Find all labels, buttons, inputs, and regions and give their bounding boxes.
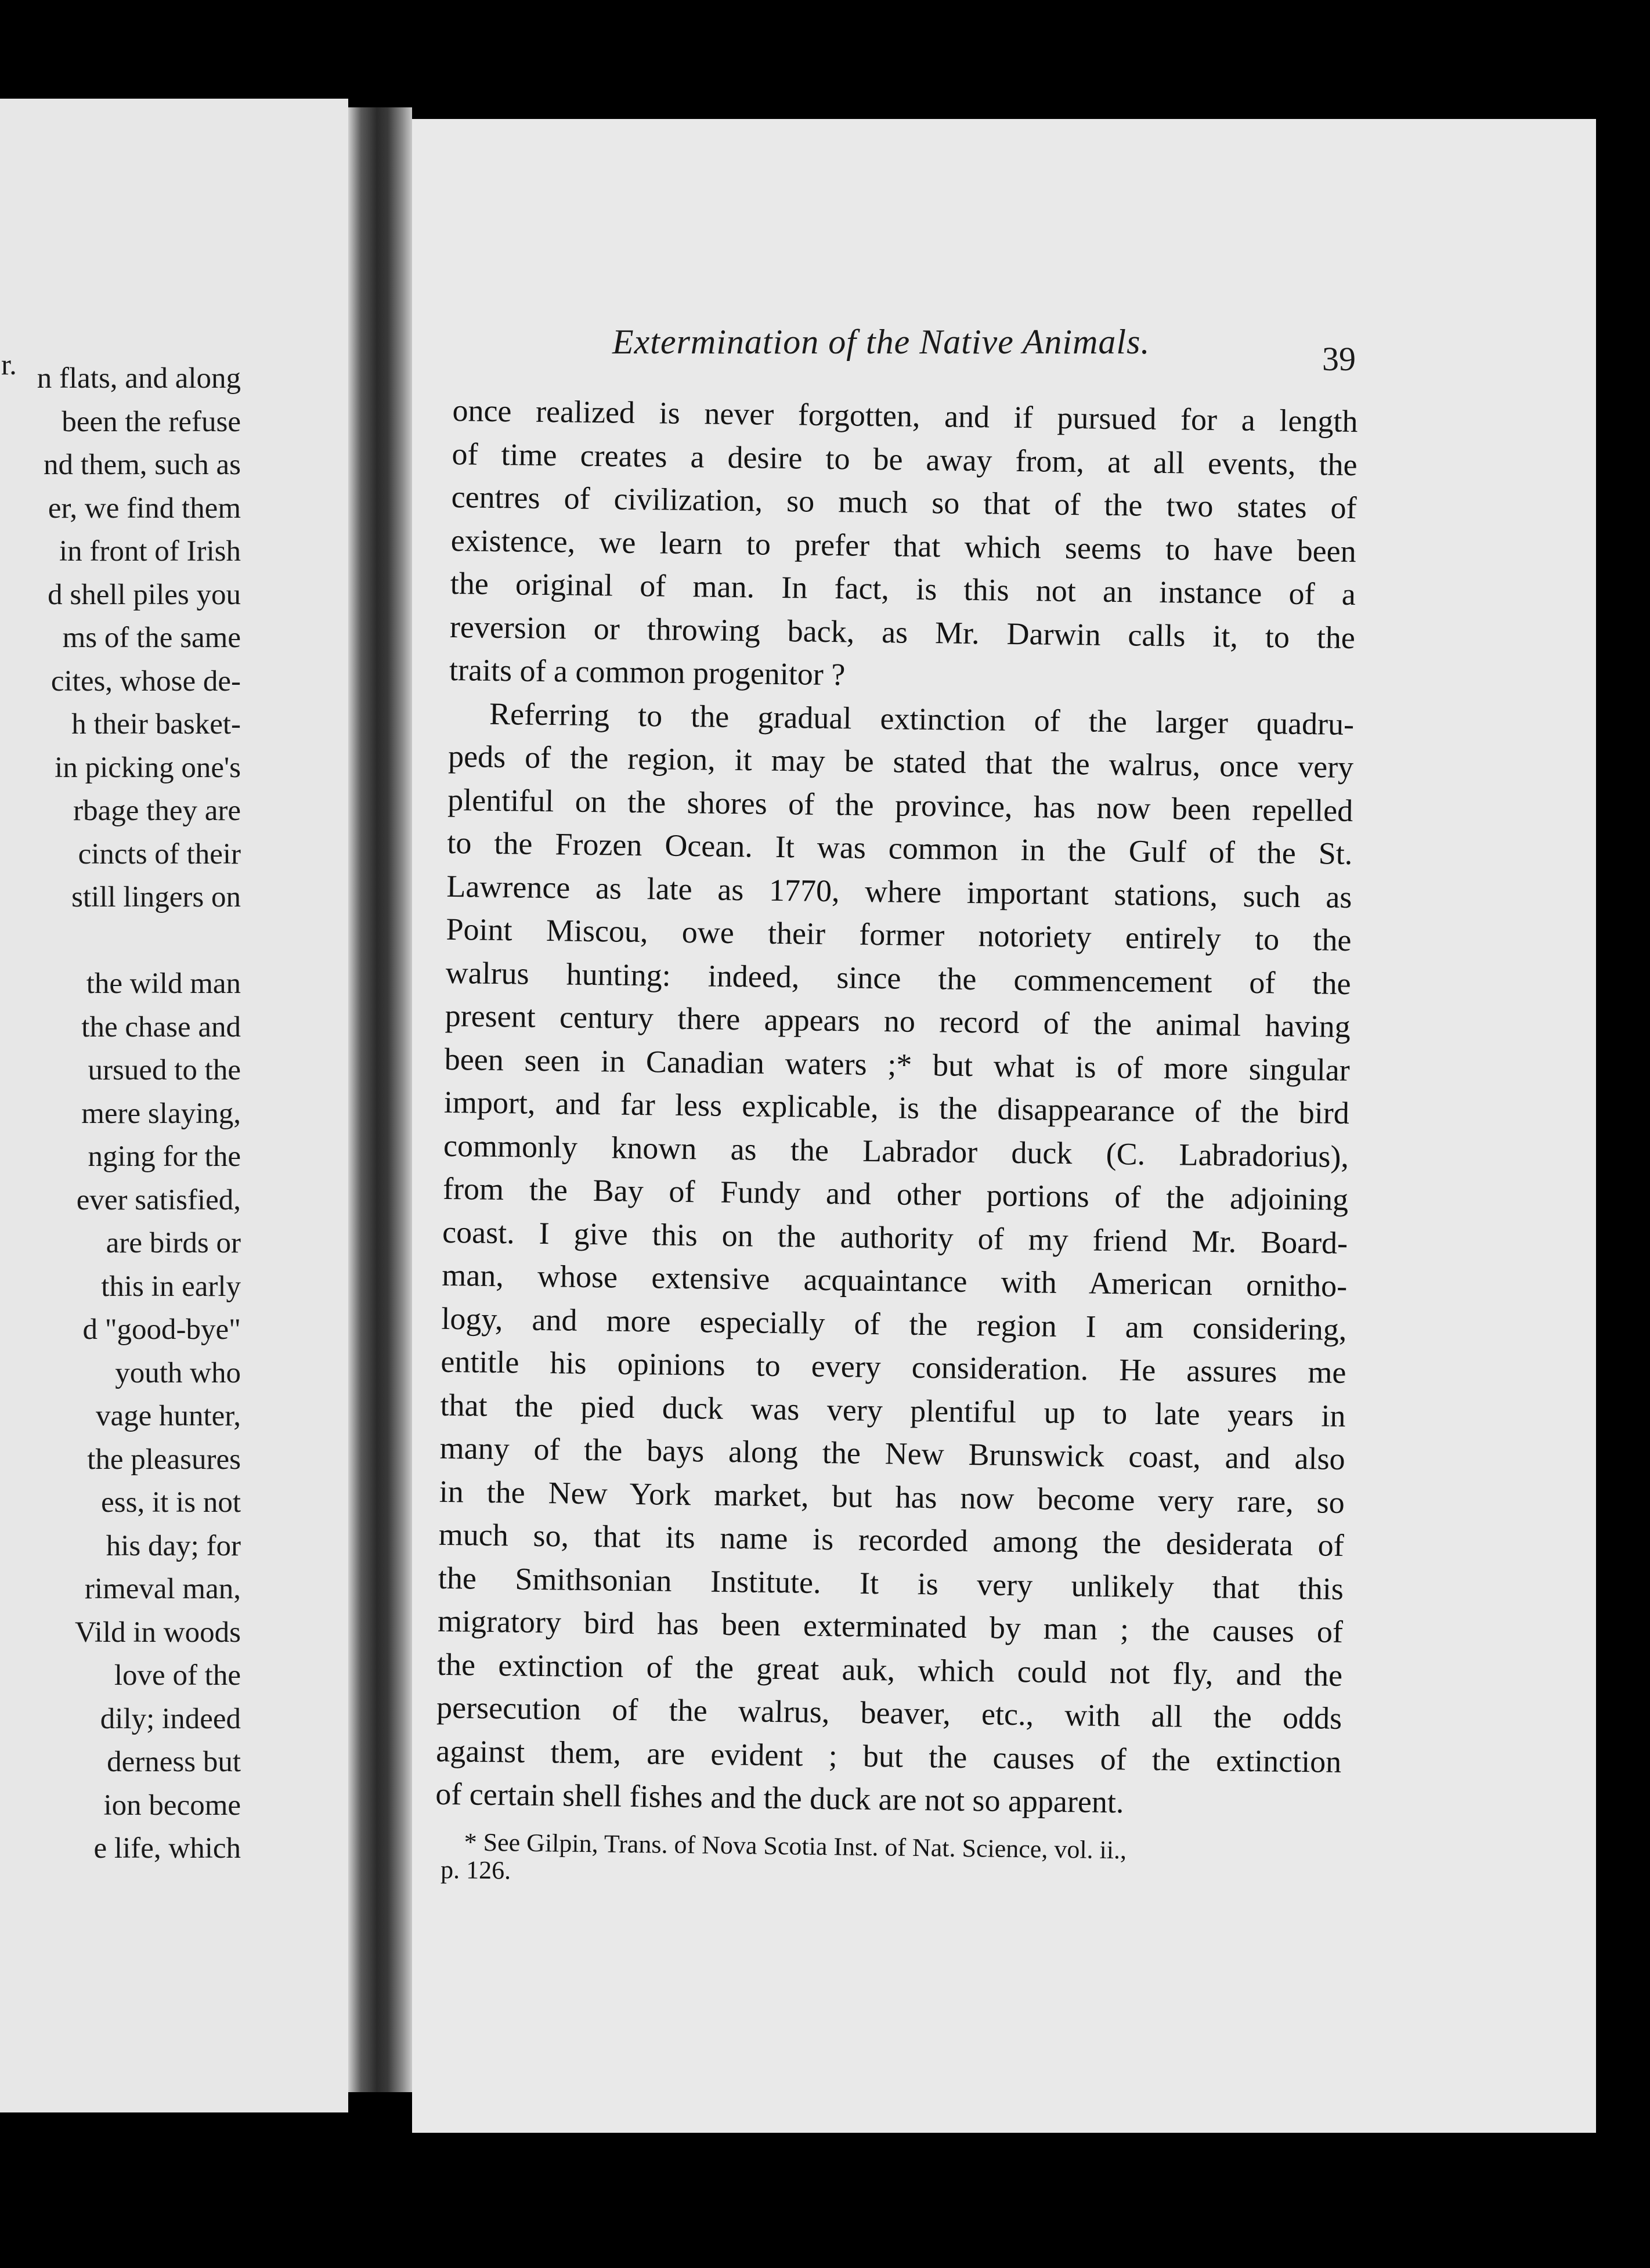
text-line: walrus hunting: indeed, since the commencement of the [445,955,1351,1001]
running-title: Extermination of the Native Animals. [612,323,1150,361]
text-line: coast. I give this on the authority of my friend Mr. Board- [442,1214,1348,1261]
left-line: love of the [114,1659,241,1692]
page-number: 39 [1322,340,1356,378]
text-line: that the pied duck was very plentiful up to late years in [440,1387,1346,1433]
text-line: much so, that its name is recorded among the desiderata of [438,1516,1345,1563]
left-line: n flats, and along [37,362,241,395]
text-line: against them, are evident ; but the causes of the extinction [435,1733,1342,1779]
text-line: from the Bay of Fundy and other portions of the adjoining [442,1171,1349,1217]
left-line: ion become [103,1789,241,1822]
left-line: derness but [107,1746,241,1778]
left-line: the wild man [86,967,241,1000]
text-line: logy, and more especially of the region I am considering, [441,1301,1347,1347]
left-page-text [0,357,348,1870]
left-line: rbage they are [73,794,241,827]
text-line: centres of civilization, so much so that of the two states of [451,479,1357,526]
body-text [435,389,1358,1826]
left-line: still lingers on [71,881,241,913]
left-line: d "good-bye" [82,1313,241,1346]
left-line [0,919,348,963]
left-line: his day; for [106,1529,241,1562]
text-line: entitle his opinions to every consideration. He assures me [441,1344,1346,1390]
text-line: present century there appears no record of the animal having [445,998,1351,1044]
left-line: in picking one's [55,751,241,784]
left-line: cites, whose de- [50,664,241,698]
left-line: e life, which [93,1832,241,1865]
text-line: existence, we learn to prefer that which seems to have been [450,522,1357,569]
left-line: ess, it is not [101,1486,241,1519]
left-line: Vild in woods [75,1616,241,1649]
footnote [441,1828,1346,1895]
text-line: Point Miscou, owe their former notoriety entirely to the [446,911,1352,958]
footnote-line: * See Gilpin, Trans. of Nova Scotia Inst. of Nat. Science, vol. ii., [464,1828,1127,1865]
text-line: peds of the region, it may be stated that the walrus, once very [447,738,1354,785]
text-line: the Smithsonian Institute. It is very unlikely that this [438,1560,1344,1606]
text-line: man, whose extensive acquaintance with American ornitho- [441,1257,1348,1303]
left-line: nd them, such as [44,449,241,481]
left-line: ever satisfied, [76,1183,241,1216]
text-line: reversion or throwing back, as Mr. Darwin calls it, to the [449,609,1356,655]
text-line: the original of man. In fact, is this not an instance of a [450,565,1356,612]
left-line: nging for the [88,1140,241,1173]
left-line: vage hunter, [95,1400,241,1432]
left-line: d shell piles you [48,578,241,611]
left-line: been the refuse [62,405,241,438]
text-line: traits of a common progenitor ? [449,652,846,692]
left-line: rimeval man, [84,1573,241,1605]
text-line: to the Frozen Ocean. It was common in the Gulf of the St. [447,825,1353,871]
text-line: the extinction of the great auk, which could not fly, and the [436,1646,1343,1693]
left-line: youth who [115,1356,241,1389]
left-line: in front of Irish [59,535,241,568]
left-line: mere slaying, [81,1097,241,1130]
text-line: been seen in Canadian waters ;* but what is of more singular [444,1041,1351,1088]
left-page-mark: r. [1,349,17,381]
text-line: persecution of the walrus, beaver, etc., with all the odds [436,1689,1342,1736]
left-line: ursued to the [88,1054,241,1086]
left-line: ms of the same [62,622,241,654]
left-line: dily; indeed [100,1702,241,1735]
text-line: of time creates a desire to be away from, at all events, the [452,436,1357,482]
text-line: once realized is never forgotten, and if pursued for a length [452,392,1358,439]
left-line: this in early [101,1270,241,1303]
book-gutter [348,107,412,2092]
left-line: cincts of their [78,837,241,871]
footnote-line: p. 126. [440,1855,511,1885]
left-line: are birds or [106,1227,241,1259]
left-page [0,99,348,2112]
text-line: import, and far less explicable, is the disappearance of the bird [443,1084,1350,1131]
text-line: migratory bird has been exterminated by man ; the causes of [437,1603,1344,1649]
text-line: of certain shell fishes and the duck are not so apparent. [435,1776,1124,1820]
text-line: commonly known as the Labrador duck (C. Labradorius), [443,1128,1349,1174]
text-line: Lawrence as late as 1770, where important stations, such as [446,868,1352,915]
left-line: the pleasures [87,1443,241,1476]
left-line: the chase and [81,1010,241,1043]
text-line: Referring to the gradual extinction of the larger quadru- [489,696,1355,742]
text-line: in the New York market, but has now become very rare, so [439,1474,1345,1520]
left-line: er, we find them [48,492,241,525]
text-line: many of the bays along the New Brunswick coast, and also [439,1430,1345,1476]
text-line: plentiful on the shores of the province, has now been repelled [447,782,1353,828]
left-line: h their basket- [71,708,241,741]
